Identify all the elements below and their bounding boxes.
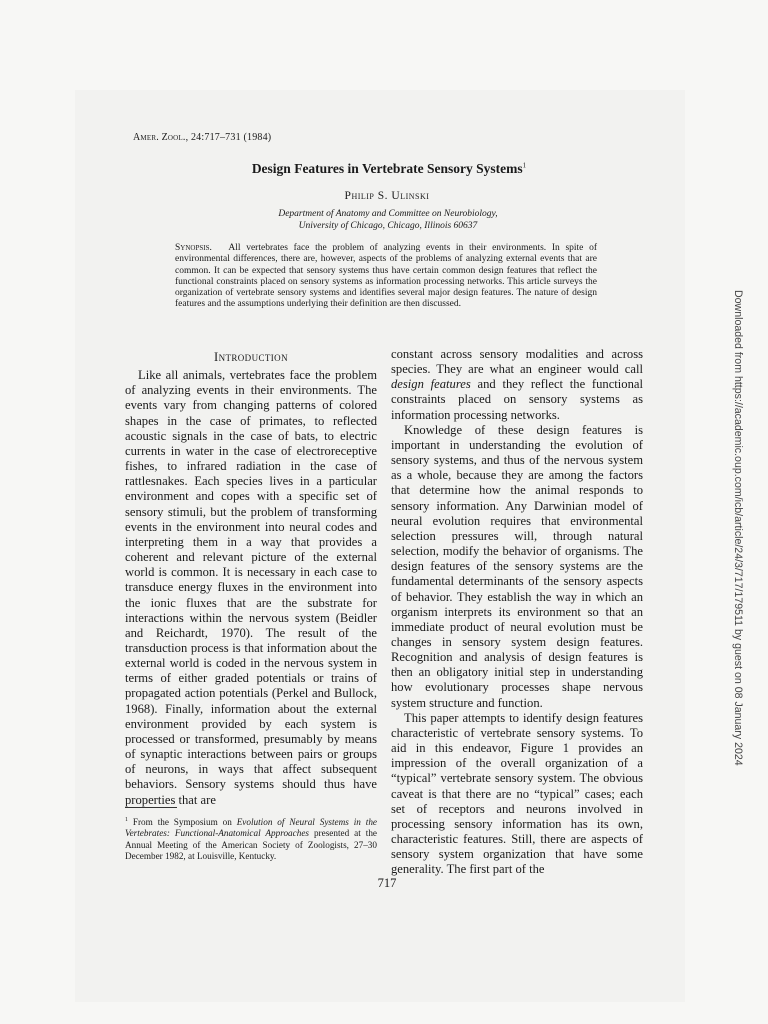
footnote-text: presented at the Annual Meeting of the American Society of Zoologists, 27–30 December 1982, at Louisville, Kentucky. — [125, 828, 377, 861]
affiliation-line-1: Department of Anatomy and Committee on Neurobiology, — [278, 209, 498, 219]
page-number: 717 — [377, 876, 397, 890]
journal-citation: Amer. Zool., 24:717–731 (1984) — [133, 132, 272, 143]
author-name: Philip S. Ulinski — [344, 190, 430, 202]
body-paragraph: Like all animals, vertebrates face the problem of analyzing events in their environments. The events vary from changing patterns of colored shapes in the case of primates, to reflected acoustic signals in the case of bats, to electric currents in water in the case of electroreceptive fishes, to infrared radiation in the case of rattlesnakes. Each species lives in a particular environment and copes with a specific set of sensory stimuli, but the problem of transforming events in the environment into neural codes and interpreting them in a way that provides a coherent and relevant picture of the external world is common. It is necessary in each case to transduce energy fluxes in the environment into the ionic fluxes that are the substrate for interactions within the nervous system (Beidler and Reichardt, 1970). The result of the transduction process is that information about the external world is coded in the nervous system in terms of either graded potentials or trains of propagated action potentials (Perkel and Bullock, 1968). Finally, information about the external environment provided by each system is processed or transformed, presumably by means of synaptic interactions between pairs or groups of neurons, in ways that affect subsequent behaviors. Sensory systems should thus have properties that are — [125, 368, 377, 807]
footnote-emphasis: Evolution of Neural Systems in the Vertebrates: Functional-Anatomical Approaches — [125, 817, 377, 839]
paragraph-text: constant across sensory modalities and across species. They are what an engineer would call — [391, 347, 643, 377]
affiliation-line-2: University of Chicago, Chicago, Illinois 60637 — [298, 221, 478, 231]
synopsis-label: Synopsis. — [175, 243, 212, 253]
synopsis-text: All vertebrates face the problem of analyzing events in their environments. In spite of environmental differences, there are, however, aspects of the problems of analyzing external events that are common. It can be expected that sensory systems thus have certain common design features that reflect the functional constraints placed on sensory systems as information processing networks. This article surveys the organization of vertebrate sensory systems and identifies several major design features. The nature of design features and the assumptions underlying their definition are then discussed. — [175, 243, 597, 310]
footnote-divider — [125, 807, 177, 808]
title-footnote-mark: 1 — [522, 161, 527, 170]
emphasized-term: design features — [391, 377, 471, 392]
paragraph-text: and they reflect the functional constraints placed on sensory systems as information processing networks. — [391, 377, 643, 422]
synopsis — [175, 243, 597, 311]
article-title — [0, 161, 768, 177]
section-heading: Introduction — [214, 350, 288, 364]
article-title-text: Design Features in Vertebrate Sensory Systems — [251, 161, 523, 176]
body-paragraph: This paper attempts to identify design features characteristic of vertebrate sensory systems. To aid in this endeavor, Figure 1 provides an impression of the overall organization of a “typical” vertebrate sensory system. The obvious caveat is that there are no “typical” cases; each set of receptors and neurons involved in processing sensory information has its own, characteristic features. Still, there are aspects of sensory system organization that have some generality. The first part of the — [391, 710, 643, 877]
download-watermark: Downloaded from https://academic.oup.com/icb/article/24/3/717/179511 by guest on 08 January 2024 — [732, 290, 744, 766]
footnote-mark: 1 — [125, 817, 128, 823]
body-paragraph: Knowledge of these design features is important in understanding the evolution of sensory systems, and thus of the nervous system as a whole, because they are among the factors that determine how the animal responds to sensory information. Any Darwinian model of neural evolution requires that environmental selection pressures will, through natural selection, modify the behavior of organisms. The design features of the sensory systems are the fundamental determinants of the sensory aspects of behavior. They establish the way in which an organism interprets its environment so that an immediate product of neural evolution must be changes in sensory system design features. Recognition and analysis of design features is then an obligatory initial step in understanding how evolutionary processes shape nervous system structure and function. — [391, 422, 643, 710]
right-column — [391, 347, 643, 877]
body-paragraph — [391, 347, 643, 423]
footnote — [125, 815, 377, 862]
footnote-text: From the Symposium on — [128, 817, 237, 828]
left-column — [125, 350, 377, 808]
